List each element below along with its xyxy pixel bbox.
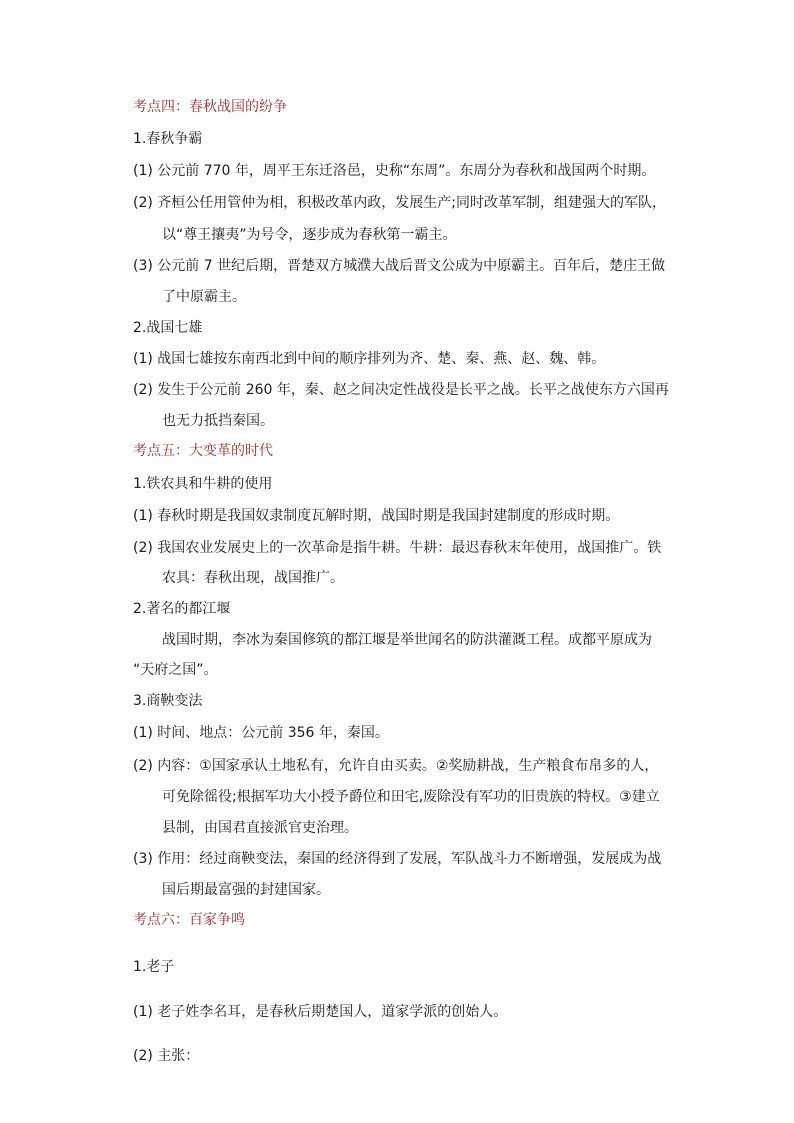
section-heading: 考点四：春秋战国的纷争 bbox=[133, 99, 287, 115]
paragraph: (2) 我国农业发展史上的一次革命是指牛耕。牛耕：最迟春秋末年使用，战国推广。铁 bbox=[133, 540, 662, 556]
paragraph-continuation: 以“尊王攘夷”为号令，逐步成为春秋第一霸主。 bbox=[162, 227, 457, 243]
paragraph: (2) 发生于公元前 260 年，秦、赵之间决定性战役是长平之战。长平之战使东方六国再 bbox=[133, 382, 669, 398]
paragraph: 战国时期，李冰为秦国修筑的都江堰是举世闻名的防洪灌溉工程。成都平原成为 bbox=[162, 632, 652, 648]
paragraph-continuation: 农具：春秋出现，战国推广。 bbox=[162, 570, 344, 586]
paragraph: (1) 时间、地点：公元前 356 年，秦国。 bbox=[133, 725, 389, 741]
paragraph: (1) 公元前 770 年，周平王东迁洛邑，史称“东周”。东周分为春秋和战国两个时期。 bbox=[133, 163, 656, 179]
paragraph-continuation: 也无力抵挡秦国。 bbox=[162, 413, 274, 429]
paragraph-continuation: 了中原霸主。 bbox=[162, 289, 246, 305]
paragraph: (2) 内容：①国家承认土地私有，允许自由买卖。②奖励耕战，生产粮食布帛多的人， bbox=[133, 758, 659, 774]
paragraph: (3) 公元前 7 世纪后期，晋楚双方城濮大战后晋文公成为中原霸主。百年后，楚庄王做 bbox=[133, 258, 666, 274]
paragraph-continuation: 县制，由国君直接派官吏治理。 bbox=[162, 820, 358, 836]
subsection-title: 2.战国七雄 bbox=[133, 320, 203, 336]
paragraph-continuation: “天府之国”。 bbox=[133, 662, 218, 678]
section-heading: 考点五：大变革的时代 bbox=[133, 443, 273, 459]
paragraph: (1) 老子姓李名耳，是春秋后期楚国人，道家学派的创始人。 bbox=[133, 1004, 508, 1020]
paragraph: (2) 主张： bbox=[133, 1048, 200, 1064]
paragraph: (1) 战国七雄按东南西北到中间的顺序排列为齐、楚、秦、燕、赵、魏、韩。 bbox=[133, 351, 606, 367]
subsection-title: 2.著名的都江堰 bbox=[133, 601, 231, 617]
paragraph: (3) 作用：经过商鞅变法，秦国的经济得到了发展，军队战斗力不断增强，发展成为战 bbox=[133, 851, 662, 867]
section-heading: 考点六：百家争鸣 bbox=[133, 912, 245, 928]
paragraph-continuation: 国后期最富强的封建国家。 bbox=[162, 882, 330, 898]
subsection-title: 1.老子 bbox=[133, 959, 175, 975]
subsection-title: 3.商鞅变法 bbox=[133, 693, 203, 709]
paragraph-continuation: 可免除徭役;根据军功大小授予爵位和田宅,废除没有军功的旧贵族的特权。③建立 bbox=[162, 789, 660, 805]
paragraph: (2) 齐桓公任用管仲为相，积极改革内政，发展生产;同时改革军制，组建强大的军队， bbox=[133, 195, 666, 211]
paragraph: (1) 春秋时期是我国奴隶制度瓦解时期，战国时期是我国封建制度的形成时期。 bbox=[133, 508, 620, 524]
subsection-title: 1.铁农具和牛耕的使用 bbox=[133, 476, 273, 492]
subsection-title: 1.春秋争霸 bbox=[133, 131, 203, 147]
